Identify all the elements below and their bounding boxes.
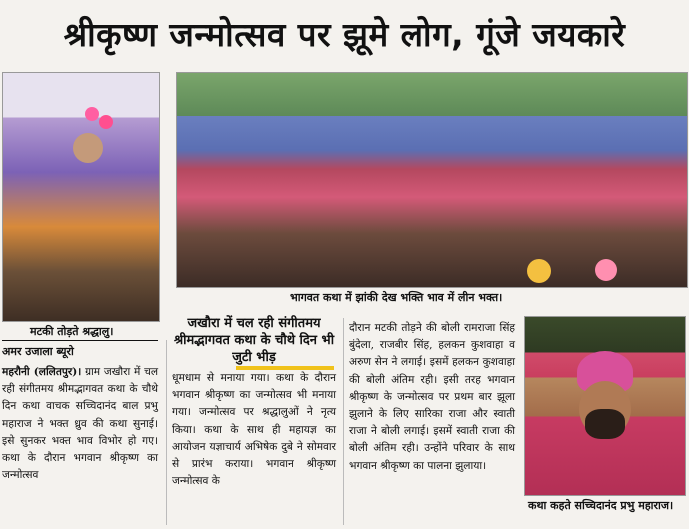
balloon-icon [85, 107, 99, 121]
article-column-3: दौरान मटकी तोड़ने की बोली रामराजा सिंह बुंदेला, राजबीर सिंह, हलकन कुशवाहा व अरुण सेन ने लगाई। इसमें हलकन कुशवाहा की बोली अंतिम रही। इसी तरह भगवान श्रीकृष्ण के जन्मोत्सव पर प्रथम बार झूला झुलाने के लिए सारिका राजा और स्वाती राजा ने बोली लगाई। इसमें स्वाती राजा की बोली अंतिम रही। उन्होंने परिवार के साथ भगवान श्रीकृष्ण का पालना झुलाया। [349, 322, 515, 472]
divider [2, 340, 158, 341]
matki-photo [2, 72, 160, 322]
headline: श्रीकृष्ण जन्मोत्सव पर झूमे लोग, गूंजे जयकारे [63, 14, 626, 54]
right-photo-caption: कथा कहते सच्चिदानंद प्रभु महाराज। [528, 499, 674, 512]
article-text: ग्राम जखौरा में चल रही संगीतमय श्रीमद्भागवत कथा के चौथे दिन कथा वाचक सच्चिदानंद बाल प्रभु महाराज ने भक्त ध्रुव की कथा सुनाई। इसे सुनकर भक्त भाव विभोर हो गए। कथा के दौरान भगवान श्रीकृष्ण का जन्मोत्सव [2, 366, 158, 482]
column-divider [166, 340, 167, 525]
subheadline: जखौरा में चल रही संगीतमय श्रीमद्भागवत कथा के चौथे दिन भी जुटी भीड़ [173, 316, 335, 365]
speaker-photo [524, 316, 686, 496]
balloon-icon [595, 259, 617, 281]
article-column-1 [2, 364, 158, 484]
balloon-icon [527, 259, 551, 283]
column-divider [343, 318, 344, 525]
person-head [73, 133, 103, 163]
article-column-2: धूमधाम से मनाया गया। कथा के दौरान भगवान श्रीकृष्ण का जन्मोत्सव भी मनाया गया। जन्मोत्सव पर श्रद्धालुओं ने नृत्य किया। कथा के साथ ही महायज्ञ का आयोजन यज्ञाचार्य अभिषेक दुबे ने सोमवार से प्रारंभ कराया। भगवान श्रीकृष्ण जन्मोत्सव के [172, 372, 336, 488]
byline: अमर उजाला ब्यूरो [2, 345, 74, 358]
balloon-icon [99, 115, 113, 129]
beard [585, 409, 625, 439]
crowd-photo [176, 72, 688, 288]
main-photo-caption: भागवत कथा में झांकी देख भक्ति भाव में लीन भक्त। [290, 291, 503, 304]
dateline: महरौनी (ललितपुर)। [2, 366, 82, 378]
left-photo-caption: मटकी तोड़ते श्रद्धालु। [30, 325, 114, 338]
